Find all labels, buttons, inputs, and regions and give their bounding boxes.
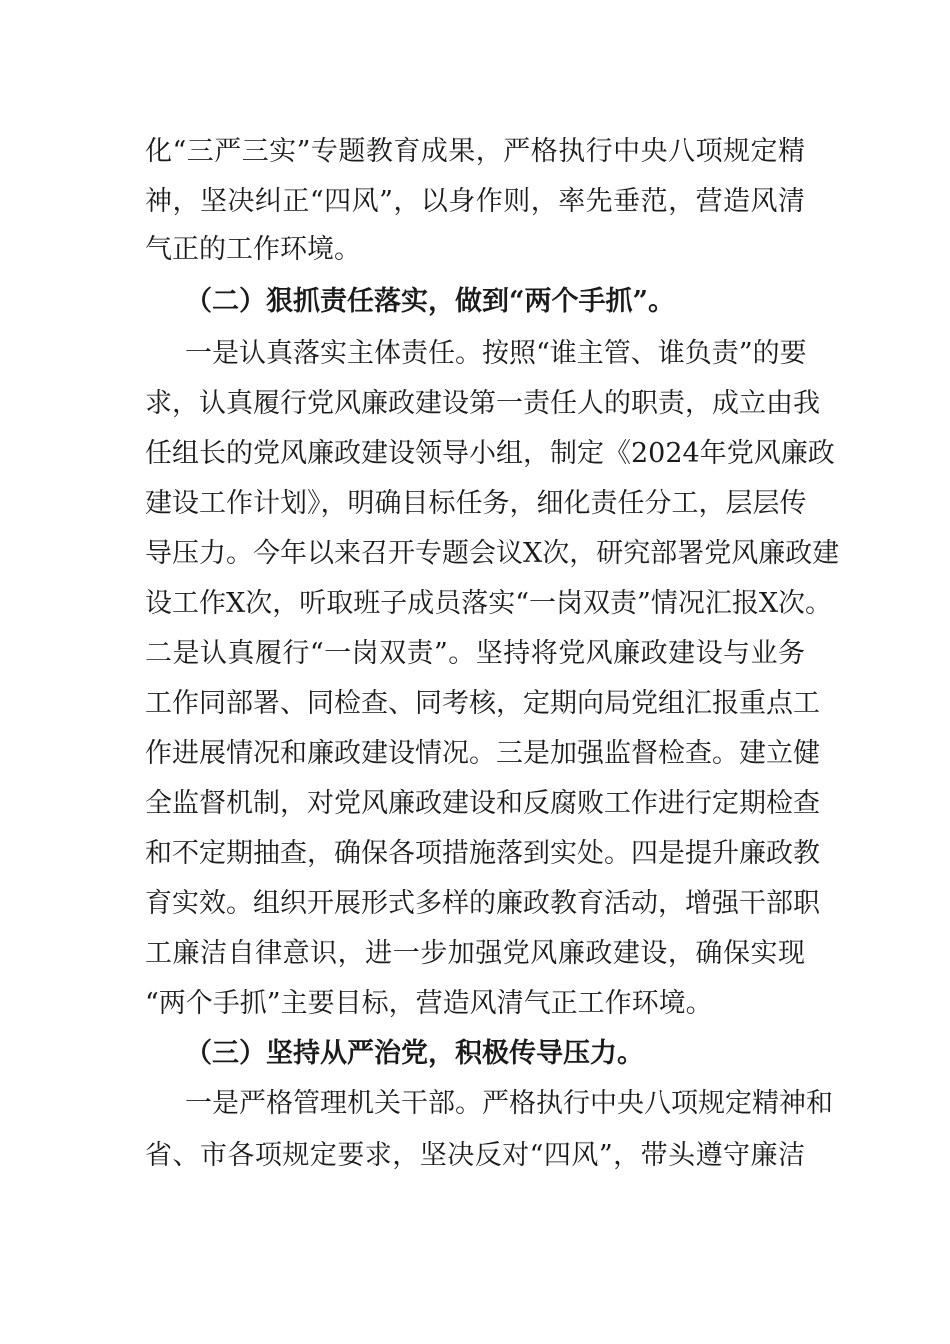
text-line: 二是认真履行“一岗双责”。坚持将党风廉政建设与业务 xyxy=(145,638,805,669)
text-line: 和不定期抽查，确保各项措施落到实处。四是提升廉政教 xyxy=(145,838,820,869)
text-line: 工作同部署、同检查、同考核，定期向局党组汇报重点工 xyxy=(145,688,820,719)
text-line: 省、市各项规定要求，坚决反对“四风”，带头遵守廉洁 xyxy=(145,1140,805,1171)
text-line: 设工作X次，听取班子成员落实“一岗双责”情况汇报X次。 xyxy=(145,588,833,619)
text-line: 建设工作计划》，明确目标任务，细化责任分工，层层传 xyxy=(145,488,807,519)
text-line: 神，坚决纠正“四风”，以身作则，率先垂范，营造风清 xyxy=(145,186,805,217)
text-line: 工廉洁自律意识，进一步加强党风廉政建设，确保实现 xyxy=(145,938,805,969)
text-line: 一是严格管理机关干部。严格执行中央八项规定精神和 xyxy=(185,1088,833,1119)
text-line: 导压力。今年以来召开专题会议X次，研究部署党风廉政建 xyxy=(145,538,840,569)
text-line: 一是认真落实主体责任。按照“谁主管、谁负责”的要 xyxy=(185,338,807,369)
section-heading: （三）坚持从严治党，积极传导压力。 xyxy=(185,1038,644,1069)
text-line: 气正的工作环境。 xyxy=(145,234,361,265)
text-line: 全监督机制，对党风廉政建设和反腐败工作进行定期检查 xyxy=(145,788,820,819)
text-line: 作进展情况和廉政建设情况。三是加强监督检查。建立健 xyxy=(145,738,820,769)
section-heading: （二）狠抓责任落实，做到“两个手抓”。 xyxy=(185,286,676,317)
text-line: 求，认真履行党风廉政建设第一责任人的职责，成立由我 xyxy=(145,388,820,419)
text-line: “两个手抓”主要目标，营造风清气正工作环境。 xyxy=(145,988,713,1019)
text-line: 任组长的党风廉政建设领导小组，制定《2024年党风廉政 xyxy=(145,438,835,469)
text-line: 化“三严三实”专题教育成果，严格执行中央八项规定精 xyxy=(145,136,805,167)
text-line: 育实效。组织开展形式多样的廉政教育活动，增强干部职 xyxy=(145,888,820,919)
